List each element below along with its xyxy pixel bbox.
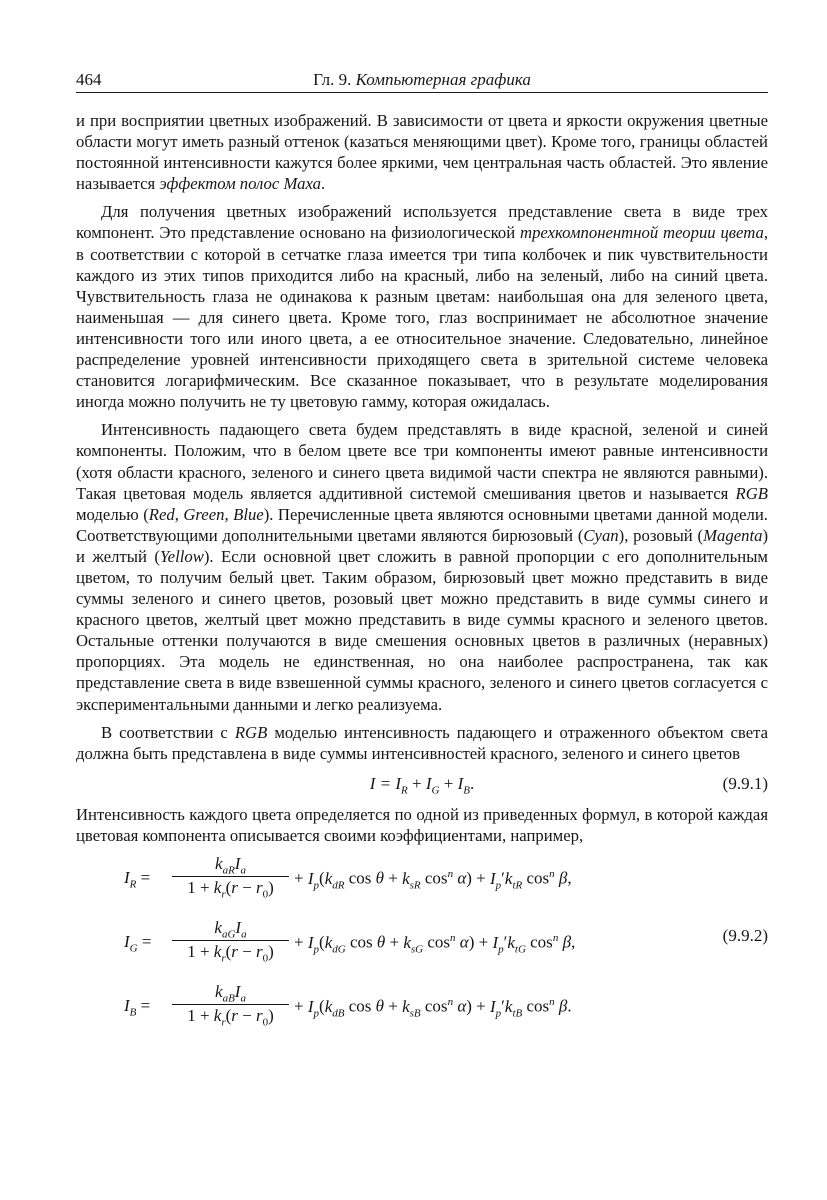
paragraph-4: В соответствии с RGB моделью интенсивность падающего и отраженного объектом света должна быть представлена в виде суммы интенсивностей красного, зеленого и синего цветов bbox=[76, 722, 769, 763]
body-text-2 bbox=[76, 804, 768, 846]
term-rgb: RGB bbox=[735, 483, 768, 503]
paragraph-1: и при восприятии цветных изображений. В зависимости от цвета и яркости окружения цветные области могут иметь разный оттенок (казаться меняющими цвет). Кроме того, границы областей постоянной интенсивности кажутся более яркими, чем центральная часть областей. Это явление называется эффектом полос Маха. bbox=[76, 111, 768, 194]
paragraph-3: Интенсивность падающего света будем представлять в виде красной, зеленой и синей компоненты. Положим, что в белом цвете все три компоненты имеют равные интенсивности (хотя области красного, зеленого и синего цвета видимой части спектра не являются равными). Такая цветовая модель является аддитивной системой смешивания цветов и называется RGB моделью (Red, Green, Blue). Перечисленные цвета являются основными цветами данной модели. Соответствующими дополнительными цветами являются бирюзовый (Cyan), розовый (Magenta) и желтый (Yellow). Если основной цвет сложить в равной пропорции с его дополнительным цветом, то получим белый цвет. Таким образом, бирюзовый цвет можно представить в виде суммы зеленого и синего цветов, розовый цвет можно представить в виде суммы синего и красного цветов, желтый цвет можно представить в виде суммы красного и зеленого цветов. Остальные оттенки получаются в виде смешения основных цветов в различных (неравных) пропорциях. Эта модель не единственная, но она наиболее распространена, так как представление света в виде взвешенной суммы красного, зеленого и синего цветов согласуется с экспериментальными данными и легко реализуема. bbox=[76, 420, 768, 714]
page-number: 464 bbox=[76, 70, 102, 89]
running-header bbox=[76, 66, 768, 93]
equation-9-9-2: $I_R$ = $k_{aR}I_a$ $1 + k_r(r - r_0)$ + $I_p(k_{dR}$ $\cos \theta + k_{sR}$ $\cos^n \alpha) + I_p'k_{tR}$ $\cos^n \beta$, $I_G$ = $k_{aG}I_a$ $1 + k_r(r - r_0)$ + $I_p(k_{dG}$ $\cos \theta + k_{sG}$ $\cos^n \alpha) + I_p'k_{tG}$ $\cos^n \beta$, $I_B$ = $k_{aB}I_a$ $1 + k_r(r - r_0)$ + $I_p(k_{dB}$ $\cos \theta + k_{sB}$ $\cos^n \alpha) + I_p'k_{tB}$ $\cos^n \beta$. (9.9.2) bbox=[124, 854, 768, 1029]
chapter-title: Гл. 9. Компьютерная графика bbox=[313, 70, 531, 89]
book-page bbox=[76, 66, 768, 1042]
term-mach-bands: эффектом полос Маха bbox=[159, 174, 321, 194]
equation-body: $I = I_R + I_G + I_B$. bbox=[369, 773, 475, 797]
term-trichromatic-theory: трехкомпонентной теории цвета bbox=[520, 223, 764, 243]
equation-number: (9.9.1) bbox=[722, 773, 768, 793]
equation-number: (9.9.2) bbox=[722, 926, 768, 945]
body-text bbox=[76, 110, 768, 764]
paragraph-2: Для получения цветных изображений используется представление света в виде трех компонент. Это представление основано на физиологической трехкомпонентной теории цвета, в соответствии с которой в сетчатке глаза имеется три типа колбочек и пик чувствительности каждого из этих типов приходится либо на красный, либо на зеленый, либо на синий цвета. Чувствительность глаза не одинакова к разным цветам: наибольшая она для зеленого цвета, наименьшая — для синего цвета. Кроме того, глаз воспринимает не абсолютное значение интенсивности того или иного цвета, а ее относительное значение. Следовательно, линейное распределение уровней интенсивности приходящего света в зрительной системе человека становится логарифмическим. Все сказанное показывает, что в результате моделирования иногда можно получить не ту цветовую гамму, которая ожидалась. bbox=[76, 202, 769, 412]
paragraph-5: Интенсивность каждого цвета определяется по одной из приведенных формул, в которой каждая цветовая компонента описывается своими коэффициентами, например, bbox=[76, 804, 768, 845]
equation-9-9-1 bbox=[76, 768, 768, 802]
